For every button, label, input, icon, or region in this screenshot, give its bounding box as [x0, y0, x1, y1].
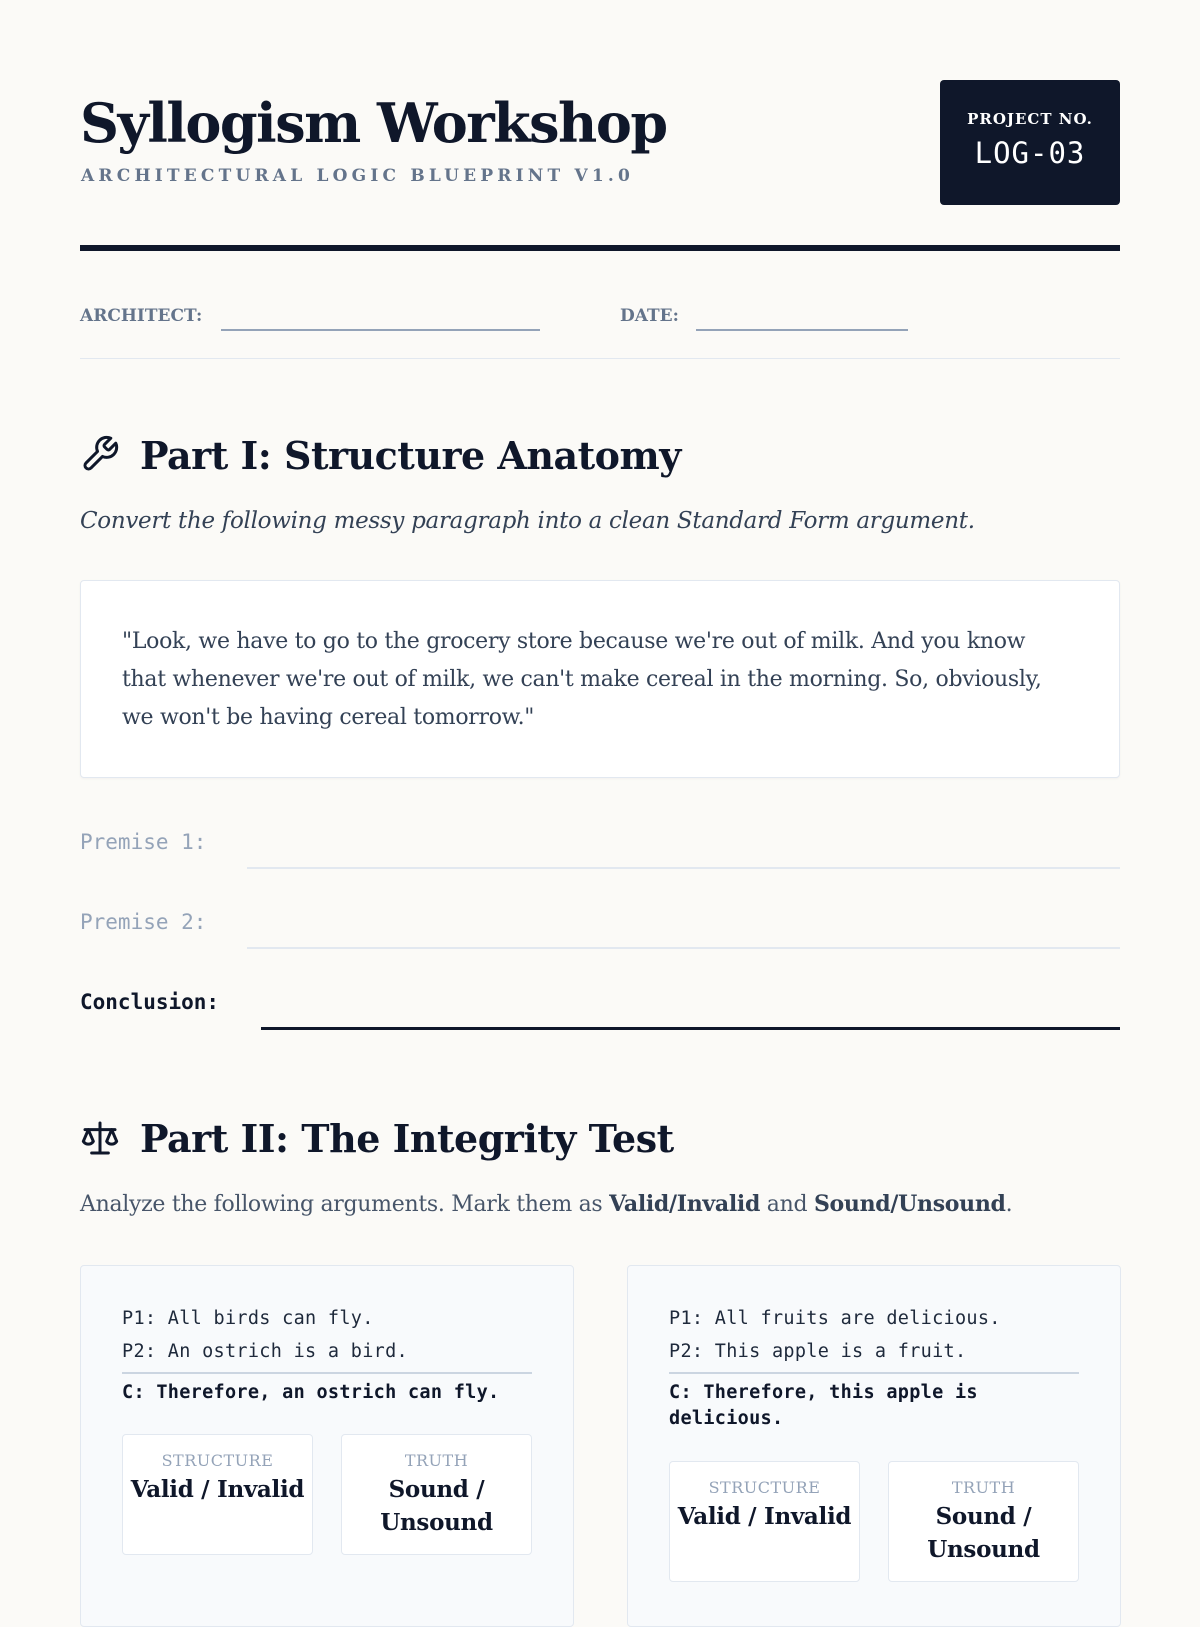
conclusion-label: Conclusion: [80, 990, 220, 1014]
part2-instruction-and: and [760, 1192, 814, 1217]
part1-instruction: Convert the following messy paragraph into a clean Standard Form argument. [80, 508, 975, 534]
structure-options: Valid / Invalid [677, 1503, 852, 1530]
argument-card-2 [627, 1265, 1121, 1627]
argument-2-conclusion: C: Therefore, this apple is delicious. [669, 1382, 978, 1429]
premise2-field[interactable] [247, 947, 1120, 949]
page-subtitle: ARCHITECTURAL LOGIC BLUEPRINT V1.0 [81, 166, 635, 186]
project-number-label: PROJECT NO. [967, 110, 1093, 128]
date-field[interactable] [696, 329, 908, 331]
sound-unsound-term: Sound/Unsound [813, 1191, 1006, 1217]
argument-1-structure-choice[interactable] [122, 1434, 313, 1555]
wrench-icon [80, 434, 120, 474]
argument-2-divider [669, 1372, 1079, 1374]
part1-title: Part I: Structure Anatomy [140, 433, 681, 478]
project-number-code: LOG-03 [974, 136, 1086, 170]
truth-label: TRUTH [951, 1478, 1016, 1497]
premise1-field[interactable] [247, 867, 1120, 869]
valid-invalid-term: Valid/Invalid [609, 1191, 761, 1217]
architect-label: ARCHITECT: [80, 306, 203, 326]
header-divider [80, 245, 1120, 251]
argument-2-structure-choice[interactable] [669, 1461, 860, 1582]
structure-label: STRUCTURE [708, 1478, 821, 1497]
argument-card-1 [80, 1265, 574, 1627]
truth-label: TRUTH [404, 1451, 469, 1470]
argument-1-divider [122, 1372, 532, 1374]
date-label: DATE: [620, 306, 679, 326]
part2-instruction-suffix: . [1005, 1192, 1013, 1217]
scale-icon [80, 1118, 120, 1158]
argument-1-premise-1: P1: All birds can fly. [122, 1308, 374, 1329]
premise1-label: Premise 1: [80, 830, 207, 854]
argument-1-truth-choice[interactable] [341, 1434, 532, 1555]
premise2-label: Premise 2: [80, 910, 207, 934]
argument-2-premise-1: P1: All fruits are delicious. [669, 1308, 1001, 1329]
page-title: Syllogism Workshop [80, 91, 667, 155]
argument-1-premise-2: P2: An ostrich is a bird. [122, 1341, 408, 1362]
meta-divider [80, 358, 1120, 359]
structure-options: Valid / Invalid [130, 1476, 305, 1503]
passage-box [80, 580, 1120, 778]
project-number-badge [940, 80, 1120, 205]
argument-2-truth-choice[interactable] [888, 1461, 1079, 1582]
argument-2-premise-2: P2: This apple is a fruit. [669, 1341, 967, 1362]
part2-instruction [80, 1191, 1012, 1217]
passage-text: "Look, we have to go to the grocery store because we're out of milk. And you know that whenever we're out of milk, we can't make cereal in the morning. So, obviously, we won't be having cereal tomorrow." [122, 629, 1042, 730]
conclusion-field[interactable] [261, 1027, 1120, 1030]
part2-title: Part II: The Integrity Test [140, 1116, 674, 1161]
argument-1-conclusion: C: Therefore, an ostrich can fly. [122, 1382, 500, 1403]
truth-options: Sound / Unsound [927, 1503, 1040, 1563]
structure-label: STRUCTURE [161, 1451, 274, 1470]
part2-instruction-prefix: Analyze the following arguments. Mark them as [80, 1192, 610, 1217]
architect-field[interactable] [221, 329, 540, 331]
truth-options: Sound / Unsound [380, 1476, 493, 1536]
